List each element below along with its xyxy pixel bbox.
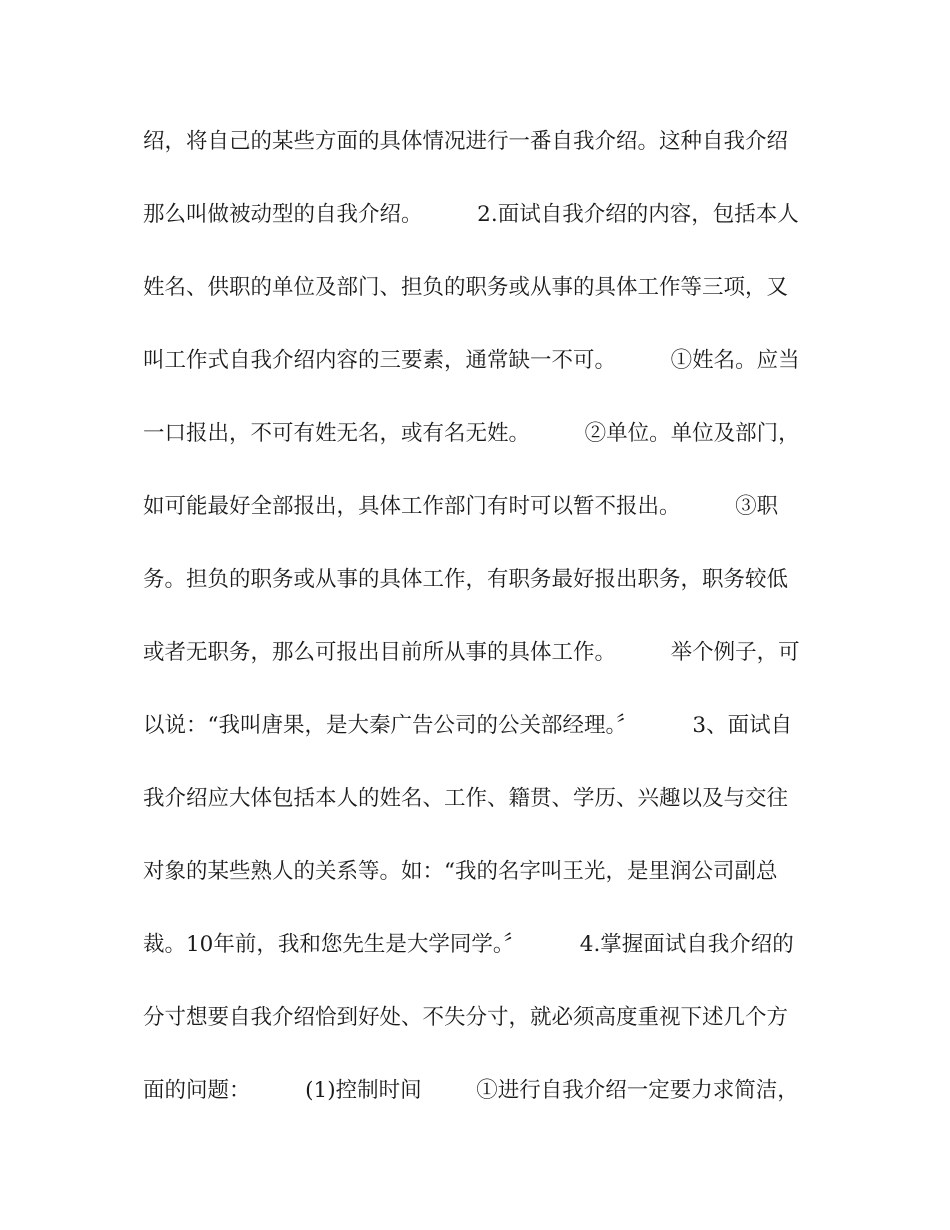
text-line: 以说：“我叫唐果，是大秦广告公司的公关部经理。〞 3、面试自	[143, 713, 793, 738]
text-line: 绍，将自己的某些方面的具体情况进行一番自我介绍。这种自我介绍	[143, 129, 789, 154]
text-line: 姓名、供职的单位及部门、担负的职务或从事的具体工作等三项，又	[143, 275, 789, 300]
text-line: 如可能最好全部报出，具体工作部门有时可以暂不报出。 ③职	[143, 494, 779, 519]
text-line: 面的问题： (1)控制时间 ①进行自我介绍一定要力求简洁，	[143, 1078, 799, 1103]
text-line: 分寸想要自我介绍恰到好处、不失分寸，就必须高度重视下述几个方	[143, 1005, 789, 1030]
text-line: 务。担负的职务或从事的具体工作，有职务最好报出职务，职务较低	[143, 567, 789, 592]
text-line: 那么叫做被动型的自我介绍。 2.面试自我介绍的内容，包括本人	[143, 202, 799, 227]
text-line: 叫工作式自我介绍内容的三要素，通常缺一不可。 ①姓名。应当	[143, 348, 800, 373]
text-line: 一口报出，不可有姓无名，或有名无姓。 ②单位。单位及部门，	[143, 421, 800, 446]
text-line: 对象的某些熟人的关系等。如：“我的名字叫王光，是里润公司副总	[143, 859, 778, 884]
text-line: 我介绍应大体包括本人的姓名、工作、籍贯、学历、兴趣以及与交往	[143, 786, 789, 811]
text-line: 或者无职务，那么可报出目前所从事的具体工作。 举个例子，可	[143, 640, 800, 665]
text-line: 裁。10年前，我和您先生是大学同学。〞 4.掌握面试自我介绍的	[143, 932, 794, 957]
